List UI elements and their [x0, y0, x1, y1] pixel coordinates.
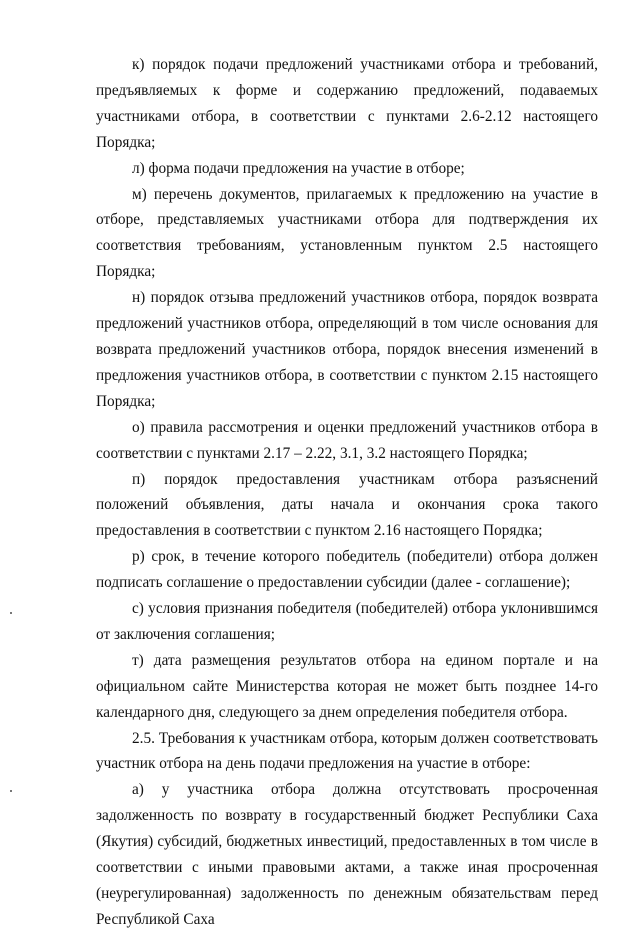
- paragraph-item-p: п) порядок предоставления участникам отбора разъяснений положений объявления, даты начала и окончания срока такого предоставления в соответствии с пунктом 2.16 настоящего Порядка;: [96, 470, 598, 540]
- paragraph-item-k: к) порядок подачи предложений участниками отбора и требований, предъявляемых к форме и содержанию предложений, подаваемых участниками отбора, в соответствии с пунктами 2.6-2.12 настоящего Порядка;: [96, 56, 598, 151]
- scan-speck: [10, 790, 12, 792]
- paragraph-item-r: р) срок, в течение которого победитель (победители) отбора должен подписать соглашение о предоставлении субсидии (далее - соглашение);: [96, 548, 598, 592]
- paragraph-item-l: л) форма подачи предложения на участие в отборе;: [132, 159, 465, 177]
- paragraph-item-s: с) условия признания победителя (победителей) отбора уклонившимся от заключения соглашения;: [96, 600, 598, 643]
- scan-speck: [10, 612, 12, 614]
- paragraph-item-t: т) дата размещения результатов отбора на едином портале и на официальном сайте Министерства которая не может быть позднее 14-го календарного дня, следующего за днем определения победителя отбора.: [96, 651, 598, 721]
- paragraph-item-m: м) перечень документов, прилагаемых к предложению на участие в отборе, представляемых участниками отбора для подтверждения их соответствия требованиям, установленным пунктом 2.5 настоящего Порядка;: [96, 185, 598, 281]
- section-2-5-heading: 2.5. Требования к участникам отбора, которым должен соответствовать участник отбора на день подачи предложения на участие в отборе:: [96, 729, 598, 773]
- document-body: [96, 52, 598, 933]
- paragraph-item-a: а) у участника отбора должна отсутствовать просроченная задолженность по возврату в государственный бюджет Республики Саха (Якутия) субсидий, бюджетных инвестиций, предоставленных в том числе в соответствии с иными правовыми актами, а также иная просроченная (неурегулированная) задолженность по денежным обязательствам перед Республикой Саха: [96, 781, 598, 928]
- paragraph-item-n: н) порядок отзыва предложений участников отбора, порядок возврата предложений участников отбора, определяющий в том числе основания для возврата предложений участников отбора, порядок внесения изменений в предложения участников отбора, в соответствии с пунктом 2.15 настоящего Порядка;: [96, 289, 598, 410]
- paragraph-item-o: о) правила рассмотрения и оценки предложений участников отбора в соответствии с пунктами 2.17 – 2.22, 3.1, 3.2 настоящего Порядка;: [96, 418, 598, 462]
